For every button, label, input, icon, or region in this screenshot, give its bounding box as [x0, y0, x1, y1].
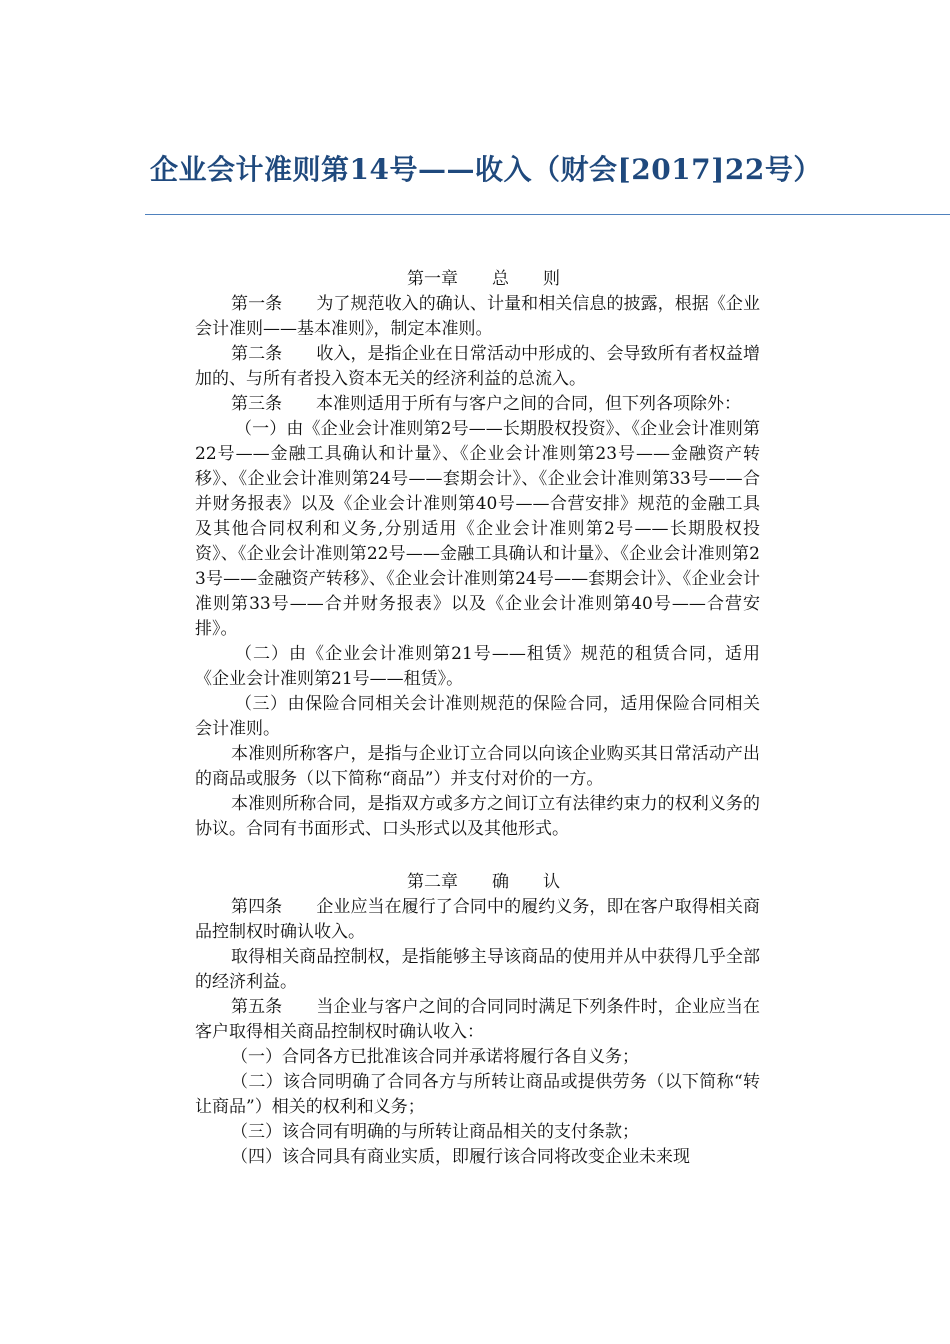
list-item: （二）该合同明确了合同各方与所转让商品或提供劳务（以下简称“转让商品”）相关的权利和义务； [195, 1072, 760, 1117]
definition-paragraph: 本准则所称合同，是指双方或多方之间订立有法律约束力的权利义务的协议。合同有书面形式、口头形式以及其他形式。 [195, 794, 760, 839]
definition-paragraph: 取得相关商品控制权，是指能够主导该商品的使用并从中获得几乎全部的经济利益。 [195, 947, 760, 992]
list-item: （一）合同各方已批准该合同并承诺将履行各自义务； [231, 1047, 639, 1067]
list-item: （三）该合同有明确的与所转让商品相关的支付条款； [231, 1122, 639, 1142]
article-paragraph: 第五条 当企业与客户之间的合同同时满足下列条件时，企业应当在客户取得相关商品控制权时确认收入： [195, 997, 760, 1042]
list-item: （二）由《企业会计准则第21号——租赁》规范的租赁合同，适用《企业会计准则第21号——租赁》。 [195, 644, 760, 689]
article-paragraph: 第一条 为了规范收入的确认、计量和相关信息的披露，根据《企业会计准则——基本准则》，制定本准则。 [195, 294, 760, 339]
chapter-heading: 第一章 总 则 [407, 269, 560, 289]
article-paragraph: 第四条 企业应当在履行了合同中的履约义务，即在客户取得相关商品控制权时确认收入。 [195, 897, 760, 942]
list-item: （三）由保险合同相关会计准则规范的保险合同，适用保险合同相关会计准则。 [195, 694, 760, 739]
title-divider [145, 214, 950, 215]
chapter-heading: 第二章 确 认 [407, 872, 560, 892]
section-gap [195, 842, 760, 870]
definition-paragraph: 本准则所称客户，是指与企业订立合同以向该企业购买其日常活动产出的商品或服务（以下简称“商品”）并支付对价的一方。 [195, 744, 760, 789]
list-item: （一）由《企业会计准则第2号——长期股权投资》、《企业会计准则第22号——金融工具确认和计量》、《企业会计准则第23号——金融资产转移》、《企业会计准则第24号——套期会计》、《企业会计准则第33号——合并财务报表》以及《企业会计准则第40号——合营安排》规范的金融工具及其他合同权利和义务,分别适用《企业会计准则第2号——长期股权投资》、《企业会计准则第22号——金融工具确认和计量》、《企业会计准则第23号——金融资产转移》、《企业会计准则第24号——套期会计》、《企业会计准则第33号——合并财务报表》以及《企业会计准则第40号——合营安排》。 [195, 419, 760, 639]
document-title: 企业会计准则第14号——收入（财会[2017]22号） [150, 153, 822, 186]
document-body [195, 267, 760, 1170]
list-item: （四）该合同具有商业实质，即履行该合同将改变企业未来现 [231, 1147, 690, 1167]
article-paragraph: 第二条 收入，是指企业在日常活动中形成的、会导致所有者权益增加的、与所有者投入资本无关的经济利益的总流入。 [195, 344, 760, 389]
article-paragraph: 第三条 本准则适用于所有与客户之间的合同，但下列各项除外： [231, 394, 741, 414]
